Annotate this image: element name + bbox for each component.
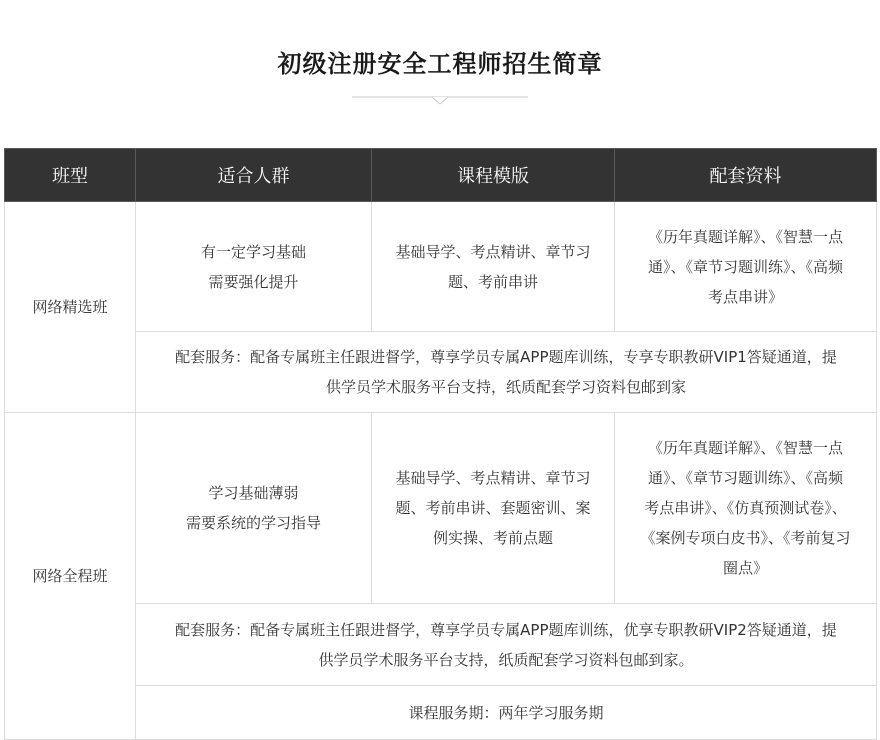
audience-cell: [136, 202, 372, 332]
enrollment-table: [4, 148, 877, 740]
column-header-class-type: 班型: [5, 149, 136, 202]
modules-line: 基础导学、考点精讲、章节习: [395, 242, 591, 261]
service-period-row: [5, 686, 877, 740]
materials-cell: [615, 413, 877, 604]
modules-cell: [372, 202, 615, 332]
column-header-course-modules: 课程模版: [372, 149, 615, 202]
materials-line: 通》、《章节习题训练》、《高频: [647, 469, 843, 487]
service-line: 供学员学术服务平台支持，纸质配套学习资料包邮到家: [325, 378, 686, 396]
modules-line: 题、考前串讲、套题密训、案: [395, 499, 591, 517]
table-row: [5, 413, 877, 604]
service-cell: [136, 604, 877, 686]
class-name-cell: 网络精选班: [5, 202, 136, 413]
service-period-cell: 课程服务期：两年学习服务期: [136, 686, 877, 740]
materials-line: 考点串讲》、《仿真预测试卷》、: [644, 499, 847, 517]
materials-line: 《历年真题详解》、《智慧一点: [647, 439, 843, 457]
table-header-row: [5, 149, 877, 202]
materials-line: 《案例专项白皮书》、《考前复习: [640, 529, 851, 547]
modules-line: 例实操、考前点题: [432, 529, 553, 547]
audience-line: 需要强化提升: [208, 272, 299, 291]
modules-line: 题、考前串讲: [447, 272, 538, 291]
modules-cell: [372, 413, 615, 604]
materials-line: 通》、《章节习题训练》、《高频: [647, 257, 843, 276]
audience-cell: [136, 413, 372, 604]
materials-line: 圈点》: [722, 559, 768, 577]
table-row: [5, 202, 877, 332]
materials-line: 考点串讲》: [707, 287, 783, 306]
service-line: 供学员学术服务平台支持，纸质配套学习资料包邮到家。: [318, 650, 694, 669]
service-row: [5, 604, 877, 686]
materials-line: 《历年真题详解》、《智慧一点: [647, 227, 843, 246]
audience-line: 学习基础薄弱: [208, 484, 299, 502]
service-row: [5, 332, 877, 413]
page-title: 初级注册安全工程师招生简章: [277, 50, 603, 78]
audience-line: 有一定学习基础: [200, 242, 306, 261]
service-line: 配套服务：配备专属班主任跟进督学，尊享学员专属APP题库训练，专享专职教研VIP1答疑通道，提: [175, 348, 837, 366]
column-header-audience: 适合人群: [136, 149, 372, 202]
materials-cell: [615, 202, 877, 332]
class-name-cell: 网络全程班: [5, 413, 136, 740]
service-line: 配套服务：配备专属班主任跟进督学，尊享学员专属APP题库训练，优享专职教研VIP2答疑通道，提: [175, 620, 837, 639]
audience-line: 需要系统的学习指导: [185, 514, 321, 532]
title-divider: [352, 96, 528, 108]
service-cell: [136, 332, 877, 413]
column-header-materials: 配套资料: [615, 149, 877, 202]
modules-line: 基础导学、考点精讲、章节习: [395, 469, 591, 487]
